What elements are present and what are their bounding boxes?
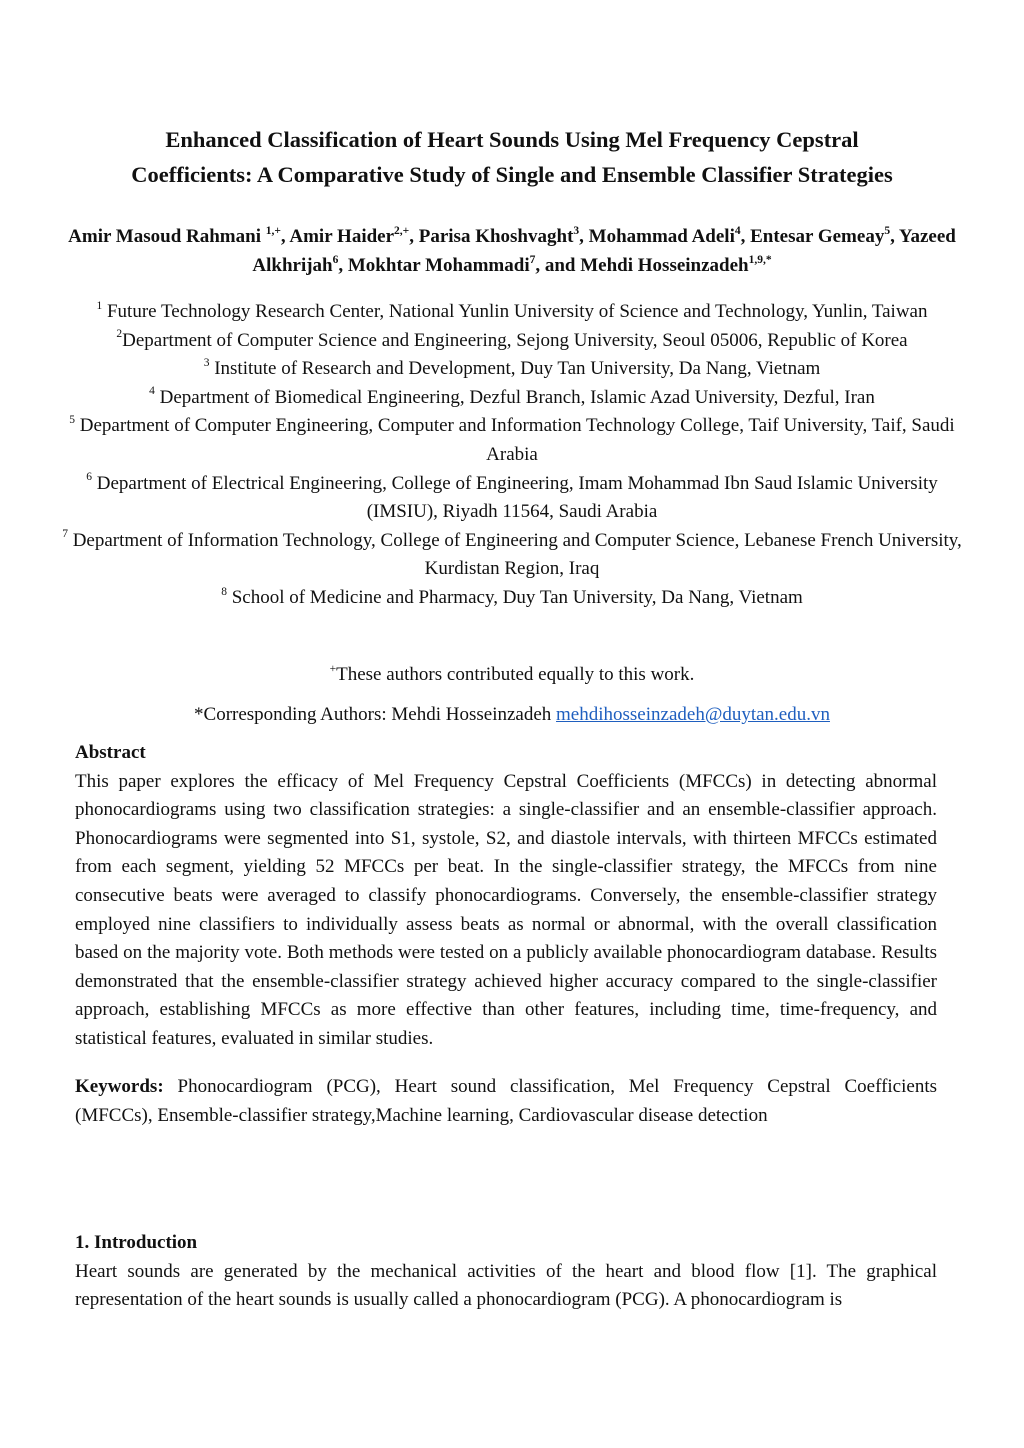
author-separator: , and (535, 255, 581, 276)
affiliation-text: School of Medicine and Pharmacy, Duy Tan University, Da Nang, Vietnam (226, 586, 803, 608)
affiliation-number: 7 (62, 528, 68, 541)
affiliation-text: Department of Computer Science and Engineering, Sejong University, Seoul 05006, Republic of Korea (122, 329, 908, 351)
corresponding-author-label: *Corresponding Authors: Mehdi Hosseinzadeh (194, 704, 557, 725)
affiliation-text: Department of Information Technology, College of Engineering and Computer Science, Lebanese French University, Kurdistan Region, Iraq (67, 529, 962, 580)
author-affiliation-marker: 2,+ (394, 224, 410, 237)
equal-contribution-marker: + (329, 662, 337, 675)
affiliation-number: 8 (221, 585, 227, 598)
title-line-2: Coefficients: A Comparative Study of Single and Ensemble Classifier Strategies (131, 162, 893, 187)
affiliation-text: Department of Electrical Engineering, College of Engineering, Imam Mohammad Ibn Saud Islamic University (IMSIU), Riyadh 11564, Saudi Arabia (91, 472, 938, 523)
affiliation-item (60, 384, 964, 413)
keywords-section (75, 1073, 937, 1130)
author-affiliation-marker: 6 (332, 253, 339, 266)
author-affiliation-marker: 4 (734, 224, 741, 237)
author-name: Mehdi Hosseinzadeh (580, 255, 749, 276)
author-separator: , (409, 226, 419, 247)
affiliation-item (60, 584, 964, 613)
author-name: Entesar Gemeay (750, 226, 885, 247)
author-name: Mokhtar Mohammadi (347, 255, 530, 276)
introduction-section (75, 1229, 937, 1315)
author-affiliation-marker: 1,9,* (748, 253, 772, 266)
equal-contribution-text: These authors contributed equally to this work. (336, 664, 695, 685)
author-name: Amir Masoud Rahmani (68, 226, 266, 247)
affiliation-number: 5 (69, 414, 76, 427)
affiliation-item (60, 355, 964, 384)
title-line-1: Enhanced Classification of Heart Sounds Using Mel Frequency Cepstral (165, 127, 859, 152)
author-affiliation-marker: 5 (884, 224, 891, 237)
author-separator: , (280, 226, 290, 247)
keywords-label: Keywords: (75, 1076, 164, 1097)
corresponding-email-link[interactable]: mehdihosseinzadeh@duytan.edu.vn (556, 704, 830, 725)
author-separator: , (579, 226, 589, 247)
keywords-text: Phonocardiogram (PCG), Heart sound classification, Mel Frequency Cepstral Coefficients (MFCCs), Ensemble-classifier strategy,Machine learning, Cardiovascular disease detection (75, 1076, 937, 1126)
abstract-text: This paper explores the efficacy of Mel Frequency Cepstral Coefficients (MFCCs) in detecting abnormal phonocardiograms using two classification strategies: a single-classifier and an ensemble-classifier approach. Phonocardiograms were segmented into S1, systole, S2, and diastole intervals, with thirteen MFCCs estimated from each segment, yielding 52 MFCCs per beat. In the single-classifier strategy, the MFCCs from nine consecutive beats were averaged to classify phonocardiograms. Conversely, the ensemble-classifier strategy employed nine classifiers to individually assess beats as normal or abnormal, with the overall classification based on the majority vote. Both methods were tested on a publicly available phonocardiogram database. Results demonstrated that the ensemble-classifier strategy achieved higher accuracy compared to the single-classifier approach, establishing MFCCs as more effective than other features, including time, time-frequency, and statistical features, evaluated in similar studies. (75, 770, 937, 1049)
affiliation-text: Institute of Research and Development, Duy Tan University, Da Nang, Vietnam (209, 358, 821, 380)
paper-title (60, 122, 964, 192)
author-separator: , (740, 226, 751, 247)
affiliation-number: 1 (96, 299, 103, 312)
author-affiliation-marker: 3 (573, 224, 580, 237)
author-name: Yazeed Alkhrijah (252, 226, 956, 276)
corresponding-author-note (60, 701, 964, 729)
introduction-text: Heart sounds are generated by the mechanical activities of the heart and blood flow [1]. The graphical representation of the heart sounds is usually called a phonocardiogram (PCG). A phonocardiogram is (75, 1260, 937, 1311)
affiliation-item (60, 298, 964, 327)
affiliation-item (60, 527, 964, 584)
affiliation-item (60, 470, 964, 527)
author-name: Mohammad Adeli (588, 226, 735, 247)
affiliation-list (60, 298, 964, 613)
affiliation-text: Future Technology Research Center, National Yunlin University of Science and Technology, Yunlin, Taiwan (102, 301, 928, 322)
affiliation-number: 6 (86, 471, 92, 484)
author-name: Parisa Khoshvaght (418, 226, 574, 247)
affiliation-number: 3 (203, 356, 210, 369)
author-name: Amir Haider (289, 226, 395, 247)
author-affiliation-marker: 7 (529, 253, 536, 266)
affiliation-text: Department of Biomedical Engineering, Dezful Branch, Islamic Azad University, Dezful, Iran (154, 386, 875, 408)
author-list (60, 222, 964, 280)
author-affiliation-marker: 1,+ (265, 224, 281, 237)
equal-contribution-note (60, 661, 964, 689)
affiliation-text: Department of Computer Engineering, Computer and Information Technology College, Taif University, Taif, Saudi Arabia (75, 415, 955, 465)
affiliation-item (60, 327, 964, 356)
affiliation-number: 4 (149, 385, 155, 398)
introduction-heading: 1. Introduction (75, 1232, 198, 1253)
abstract-heading: Abstract (75, 742, 146, 763)
affiliation-number: 2 (116, 328, 123, 341)
author-separator: , (890, 226, 899, 247)
author-separator: , (338, 255, 348, 276)
affiliation-item (60, 412, 964, 469)
abstract-section (75, 739, 937, 1054)
